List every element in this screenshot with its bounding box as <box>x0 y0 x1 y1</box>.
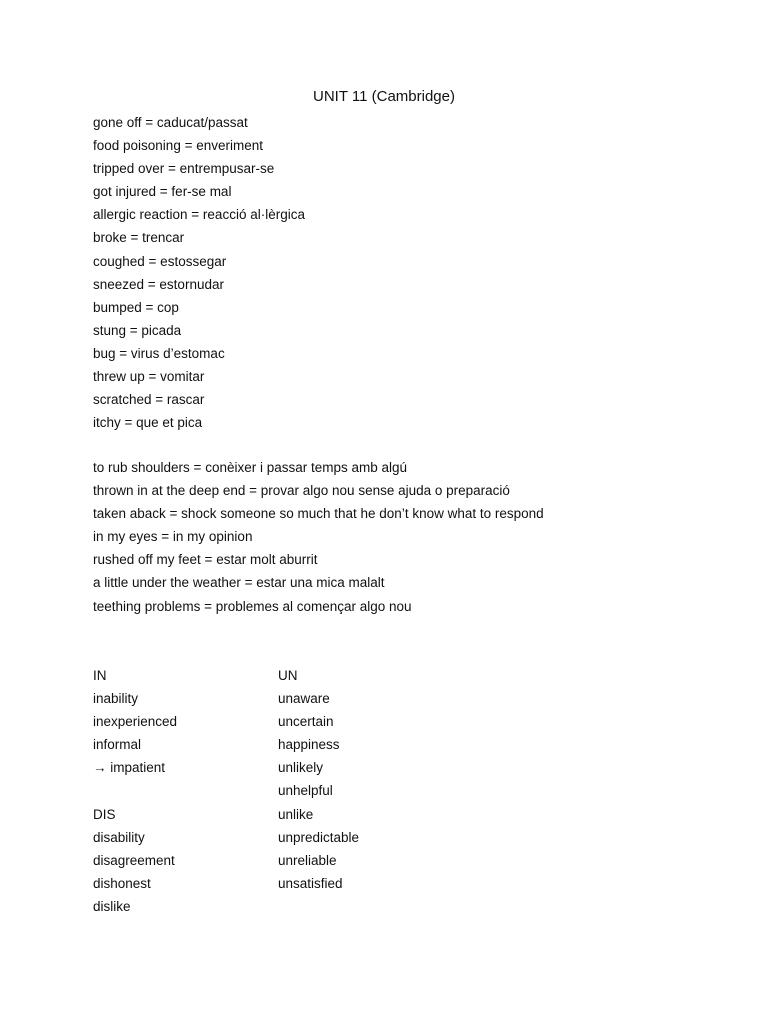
vocab-entry: gone off = caducat/passat <box>93 115 248 130</box>
word-entry-right: unaware <box>278 691 330 707</box>
word-entry-left: disability <box>93 829 145 845</box>
vocabulary-list <box>93 111 305 434</box>
idioms-list <box>93 456 544 618</box>
idiom-entry: thrown in at the deep end = provar algo nou sense ajuda o preparació <box>93 483 510 499</box>
word-entry-right: UN <box>278 668 298 683</box>
word-entry-right: unlikely <box>278 760 324 776</box>
word-entry-left: → impatient <box>93 760 166 776</box>
word-entry-left: IN <box>93 668 107 683</box>
vocab-entry: bumped = cop <box>93 299 179 315</box>
idiom-entry: rushed off my feet = estar molt aburrit <box>93 552 318 568</box>
word-entry-left: disagreement <box>93 852 175 868</box>
word-entry-right: unlike <box>278 806 314 822</box>
page-title: UNIT 11 (Cambridge) <box>313 88 455 105</box>
vocab-entry: sneezed = estornudar <box>93 276 224 292</box>
word-entry-right: unreliable <box>278 852 337 868</box>
idiom-entry: to rub shoulders = conèixer i passar temps amb algú <box>93 460 408 475</box>
word-entry-right: unhelpful <box>278 783 333 799</box>
word-entry-left: informal <box>93 737 142 753</box>
vocab-entry: bug = virus d’estomac <box>93 345 225 361</box>
idiom-entry: in my eyes = in my opinion <box>93 529 253 545</box>
idiom-entry: teething problems = problemes al començar algo nou <box>93 598 412 614</box>
vocab-entry: got injured = fer-se mal <box>93 184 232 200</box>
vocab-entry: broke = trencar <box>93 230 185 246</box>
vocab-entry: scratched = rascar <box>93 392 205 408</box>
idiom-entry: a little under the weather = estar una mica malalt <box>93 575 385 591</box>
word-entry-right: unpredictable <box>278 829 360 845</box>
prefix-column-right <box>278 664 359 895</box>
word-entry-left: inexperienced <box>93 714 178 730</box>
idiom-entry: taken aback = shock someone so much that he don’t know what to respond <box>93 506 544 522</box>
word-entry-left: dislike <box>93 898 131 914</box>
word-entry-left: inability <box>93 691 139 707</box>
word-entry-right: uncertain <box>278 714 334 730</box>
word-entry-right: happiness <box>278 737 340 753</box>
vocab-entry: coughed = estossegar <box>93 253 227 269</box>
vocab-entry: food poisoning = enveriment <box>93 138 263 154</box>
word-entry-left <box>93 779 177 802</box>
vocab-entry: allergic reaction = reacció al·lèrgica <box>93 207 305 223</box>
vocab-entry: tripped over = entrempusar-se <box>93 161 275 177</box>
word-entry-left: DIS <box>93 806 116 822</box>
word-entry-right: unsatisfied <box>278 875 343 891</box>
vocab-entry: stung = picada <box>93 322 182 338</box>
vocab-entry: threw up = vomitar <box>93 369 205 385</box>
vocab-entry: itchy = que et pica <box>93 415 203 431</box>
prefix-column-left <box>93 664 177 918</box>
word-entry-left: dishonest <box>93 875 151 891</box>
